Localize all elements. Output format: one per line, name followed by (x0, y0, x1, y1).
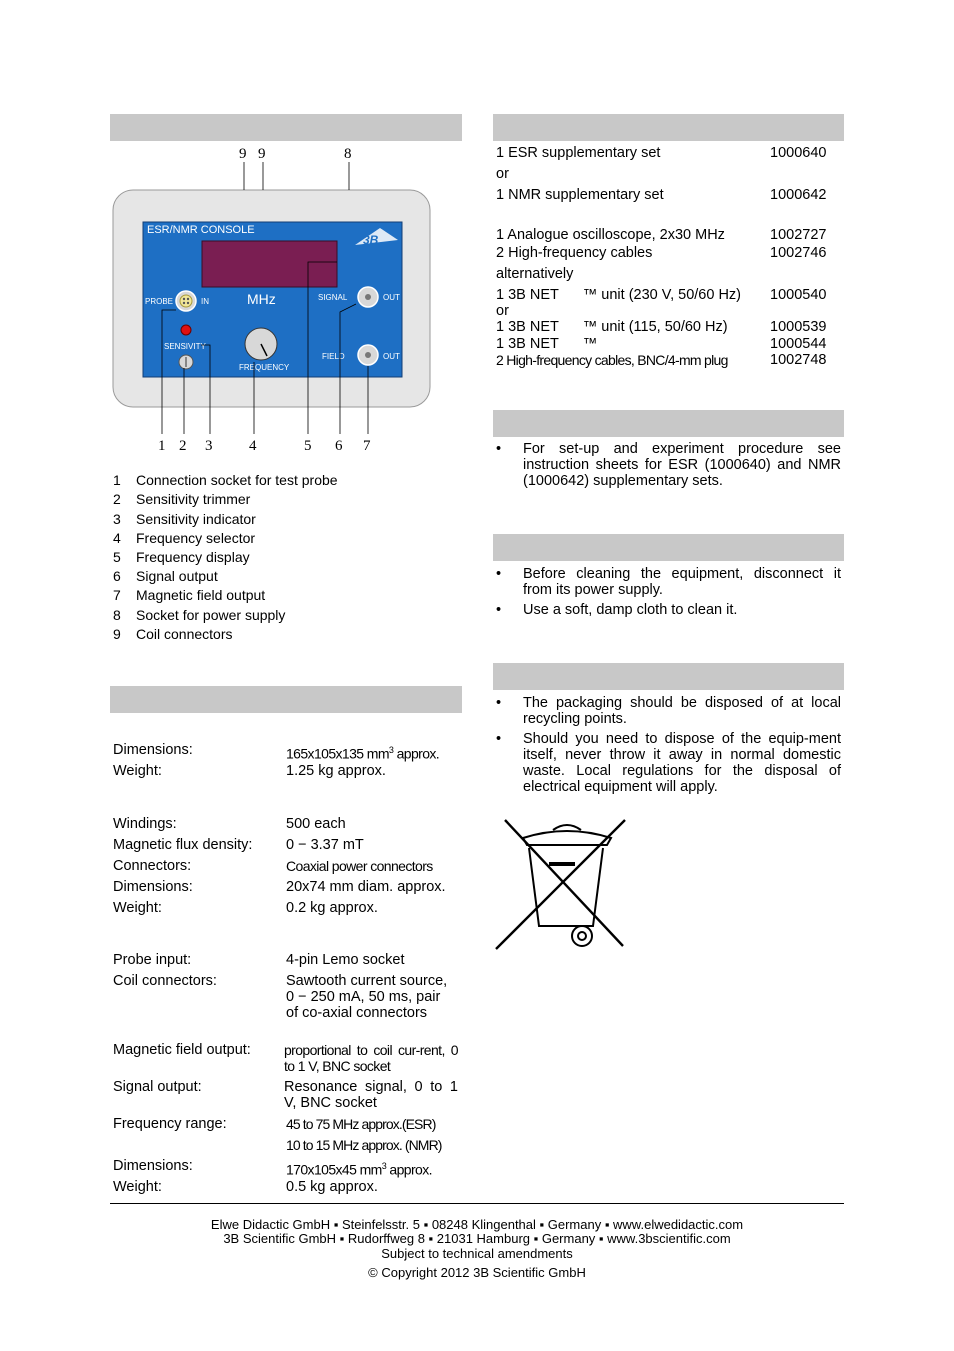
in-label: IN (201, 297, 209, 306)
section-bar-disposal (493, 663, 844, 690)
signal-label: SIGNAL (318, 293, 348, 302)
section-bar-controls (110, 114, 462, 141)
signal-out-label: OUT (383, 293, 400, 302)
section-bar-specifications (110, 686, 462, 713)
display-unit: MHz (247, 291, 276, 307)
frequency-display (202, 241, 337, 287)
field-out-label: OUT (383, 352, 400, 361)
callout-7: 7 (363, 438, 371, 454)
callout-6: 6 (335, 438, 343, 454)
field-label: FIELD (322, 352, 345, 361)
footer-3b: 3B Scientific GmbH ▪ Rudorffweg 8 ▪ 21031 Hamburg ▪ Germany ▪ www.3bscientific.com (223, 1231, 731, 1246)
section-bar-accessories (493, 114, 844, 141)
svg-text:3B: 3B (363, 233, 379, 247)
callout-5: 5 (304, 438, 312, 454)
callout-4: 4 (249, 438, 257, 454)
section-bar-care (493, 534, 844, 561)
callout-2: 2 (179, 438, 187, 454)
frequency-label: FREQUENCY (239, 363, 290, 372)
sensitivity-label: SENSIVITY (164, 342, 206, 351)
device-diagram (100, 140, 450, 460)
callout-3: 3 (205, 438, 213, 454)
footer-divider (110, 1203, 844, 1204)
weee-crossed-bin-icon (493, 818, 637, 952)
sensitivity-indicator (181, 325, 191, 335)
section-bar-operation (493, 410, 844, 437)
footer-copyright: © Copyright 2012 3B Scientific GmbH (368, 1265, 586, 1280)
footer-elwe: Elwe Didactic GmbH ▪ Steinfelsstr. 5 ▪ 08248 Klingenthal ▪ Germany ▪ www.elwedidactic.com (210, 1217, 744, 1232)
callout-8: 8 (344, 146, 352, 162)
probe-label: PROBE (145, 297, 174, 306)
callout-1: 1 (158, 438, 166, 454)
callout-9b: 9 (258, 146, 266, 162)
footer-amendments: Subject to technical amendments (381, 1246, 573, 1261)
callout-9a: 9 (239, 146, 247, 162)
panel-title: ESR/NMR CONSOLE (147, 224, 255, 236)
